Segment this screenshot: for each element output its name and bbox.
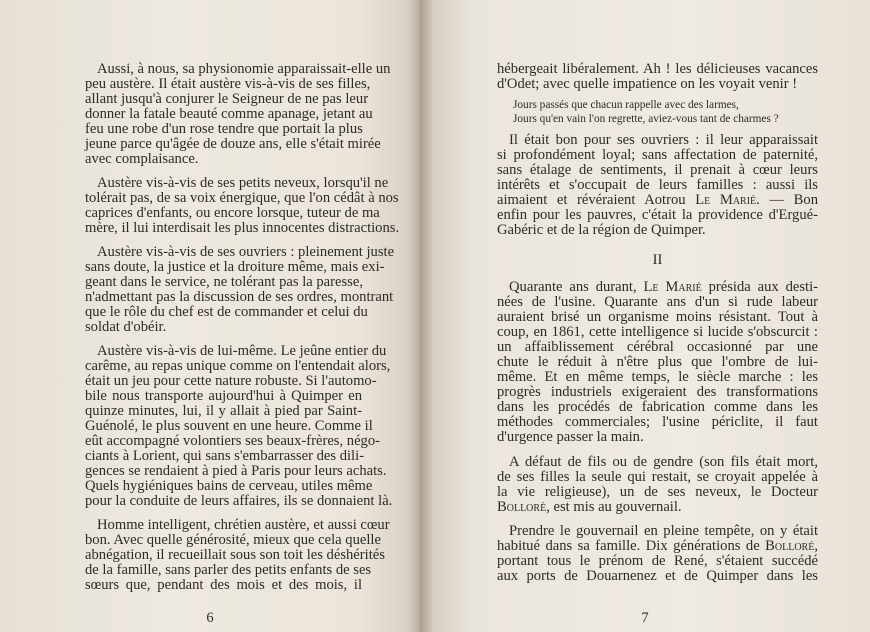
text-line: peu austère. Il était austère vis-à-vis de ses filles, bbox=[85, 76, 371, 92]
text-line: la vie religieuse), un de ses neveux, le Docteur bbox=[497, 484, 818, 500]
text-line: dans les procédés de fabrication comme dans les bbox=[497, 399, 818, 415]
text-line: sans doute, la justice et la droiture même, mais exi- bbox=[85, 259, 385, 275]
text-line: était un jeu pour cette nature robuste. Si l'automo- bbox=[85, 373, 377, 389]
text-line: Guénolé, le plus souvent en une heure. Comme il bbox=[85, 418, 373, 434]
text-line: d'urgence passer la main. bbox=[497, 429, 644, 445]
text-line: Austère vis-à-vis de ses ouvriers : pleinement juste bbox=[97, 244, 395, 260]
text-line: jeune parce qu'âgée de douze ans, elle s'était mirée bbox=[85, 136, 381, 152]
text-line: sœurs que, pendant des mois et des mois, il bbox=[85, 577, 362, 593]
page-number: 7 bbox=[641, 610, 649, 626]
small-caps-name: Bolloré bbox=[765, 538, 815, 554]
text-line: coup, en 1861, cette intelligence si lucide s'obscurcit : bbox=[497, 324, 818, 340]
text-line: que le rôle du chef est de commander et celui du bbox=[85, 304, 368, 320]
text-segment: présida aux desti- bbox=[701, 279, 818, 295]
text-line: si profondément loyal; sans affectation de paternité, bbox=[497, 147, 818, 163]
text-line: Jours qu'en vain l'on regrette, aviez-vous tant de charmes ? bbox=[513, 113, 779, 125]
text-line: Austère vis-à-vis de lui-même. Le jeûne entier du bbox=[97, 343, 387, 359]
text-segment: habitué dans sa famille. Dix générations de bbox=[497, 538, 766, 554]
text-segment: Quarante ans durant, bbox=[509, 279, 644, 295]
left-page bbox=[0, 0, 420, 632]
section-heading: II bbox=[652, 252, 663, 268]
text-line: A défaut de fils ou de gendre (son fils était mort, bbox=[509, 454, 818, 470]
text-line: bile nous transporte aujourd'hui à Quimper en bbox=[85, 388, 362, 404]
text-line: de ses filles la seule qui restait, se croyait appelée à bbox=[497, 469, 818, 485]
text-line: donner la fatale beauté comme apanage, jetant au bbox=[85, 106, 373, 122]
text-line bbox=[497, 500, 818, 515]
text-line: abnégation, il recueillait sous son toit les déshérités bbox=[85, 547, 385, 563]
text-line: mère, il lui interdisait les plus innocentes distractions. bbox=[85, 220, 400, 236]
text-line: n'admettant pas la discussion de ses ordres, montrant bbox=[85, 289, 394, 305]
text-line: hébergeait libéralement. Ah ! les délicieuses vacances bbox=[497, 61, 818, 77]
text-line: Gabéric et de la région de Quimper. bbox=[497, 222, 706, 238]
text-line: nées de l'usine. Quarante ans d'un si rude labeur bbox=[497, 294, 818, 310]
text-line: gences se rendaient à pied à Paris pour leurs achats. bbox=[85, 463, 387, 479]
text-line: chute le réduit à n'être plus que l'ombre de lui- bbox=[497, 354, 818, 370]
text-line: méthodes commerciales; l'usine périclite, il faut bbox=[497, 414, 818, 430]
text-line: Aussi, à nous, sa physionomie apparaissait-elle un bbox=[97, 61, 391, 77]
text-line: sans étalage de sentiments, il prenait à cœur leurs bbox=[497, 162, 818, 178]
text-line: un affaiblissement cérébral occasionné par une bbox=[497, 339, 818, 355]
right-page bbox=[420, 0, 870, 632]
text-line: allant jusqu'à conjurer le Seigneur de ne pas leur bbox=[85, 91, 369, 107]
small-caps-name: Le Marié bbox=[695, 192, 757, 208]
text-line: intérêts et s'occupait de leurs familles : aussi ils bbox=[497, 177, 818, 193]
text-line bbox=[497, 193, 818, 208]
text-line: geant dans le service, ne tolérant pas la paresse, bbox=[85, 274, 363, 290]
text-line: feu une robe d'un rose tendre que portait la plus bbox=[85, 121, 363, 137]
text-line: portant tous le prénom de René, s'étaient succédé bbox=[497, 553, 818, 569]
text-line: ciants à Lorient, qui sans s'embarrasser des dili- bbox=[85, 448, 365, 464]
text-line: même. Et en même temps, le siècle marche : les bbox=[497, 369, 818, 385]
text-segment: , est mis au gouvernail. bbox=[546, 499, 682, 515]
text-line bbox=[497, 539, 818, 554]
text-line: aux ports de Douarnenez et de Quimper dans les bbox=[497, 568, 818, 584]
text-line: avec complaisance. bbox=[85, 151, 199, 167]
text-line: quinze minutes, lui, il y allait à pied par Saint- bbox=[85, 403, 362, 419]
text-line: Austère vis-à-vis de ses petits neveux, lorsqu'il ne bbox=[97, 175, 389, 191]
text-segment: . — Bon bbox=[756, 192, 818, 208]
small-caps-name: Bolloré bbox=[497, 499, 547, 515]
text-line: Prendre le gouvernail en pleine tempête, on y était bbox=[509, 523, 818, 539]
text-line: d'Odet; avec quelle impatience on les voyait venir ! bbox=[497, 76, 798, 92]
text-line: progrès industriels exigeraient des transformations bbox=[497, 384, 818, 400]
text-line bbox=[509, 280, 818, 295]
text-line: auraient brisé un organisme moins résistant. Tout à bbox=[497, 309, 818, 325]
text-line: carême, au repas unique comme on l'entendait alors, bbox=[85, 358, 391, 374]
page-number: 6 bbox=[206, 610, 214, 626]
text-line: eût accompagné volontiers ses beaux-frères, négo- bbox=[85, 433, 380, 449]
text-line: bon. Avec quelle générosité, mieux que cela quelle bbox=[85, 532, 381, 548]
small-caps-name: Le Marié bbox=[643, 279, 702, 295]
text-line: enfin pour les pauvres, c'était la providence d'Ergué- bbox=[497, 207, 818, 223]
text-line: de la famille, sans parler des petits enfants de ses bbox=[85, 562, 372, 578]
text-line: tolérait pas, de sa voix énergique, que l'on cédât à nos bbox=[85, 190, 399, 206]
text-line: soldat d'obéir. bbox=[85, 319, 167, 335]
text-segment: , bbox=[814, 538, 818, 554]
text-line: caprices d'enfants, ou encore lorsque, tuteur de ma bbox=[85, 205, 380, 221]
text-line: Quels hygiéniques bains de cerveau, utiles même bbox=[85, 478, 373, 494]
text-line: Homme intelligent, chrétien austère, et aussi cœur bbox=[97, 517, 390, 533]
text-segment: aimaient et révéraient Aotrou bbox=[497, 192, 696, 208]
text-line: pour la conduite de leurs affaires, ils se donnaient là. bbox=[85, 493, 393, 509]
text-line: Il était bon pour ses ouvriers : il leur apparaissait bbox=[509, 132, 818, 148]
text-line: Jours passés que chacun rappelle avec des larmes, bbox=[513, 99, 739, 111]
